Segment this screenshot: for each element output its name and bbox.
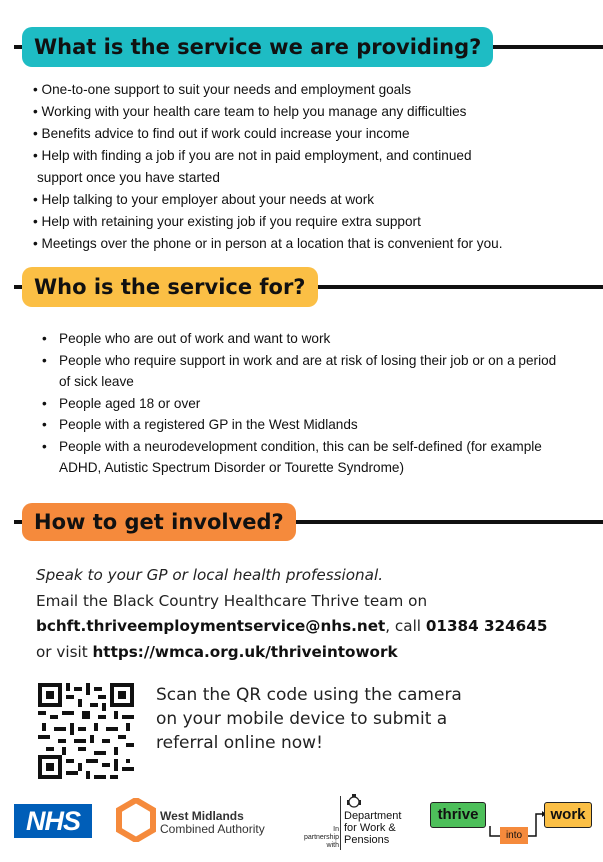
partner-logos <box>0 790 603 862</box>
list-item: • Working with your health care team to help you manage any difficulties <box>33 101 593 123</box>
service-for-list <box>42 328 562 479</box>
list-item: • Help talking to your employer about your needs at work <box>33 189 593 211</box>
dwp-partnership-2: partnership <box>303 834 339 841</box>
list-item-continuation: support once you have started <box>37 170 220 185</box>
email-intro: Email the Black Country Healthcare Thrive team on <box>36 591 428 610</box>
dwp-partnership-1: In <box>333 826 339 833</box>
dwp-logo-text <box>344 810 401 846</box>
work-logo-box: work <box>544 802 592 828</box>
list-item: • One-to-one support to suit your needs and employment goals <box>33 79 593 101</box>
visit-line <box>36 640 596 666</box>
list-item: • People who are out of work and want to work <box>42 328 562 350</box>
into-logo-box: into <box>500 827 528 844</box>
website-link[interactable]: https://wmca.org.uk/thriveintowork <box>92 642 398 661</box>
royal-crest-icon <box>346 794 362 808</box>
email-link[interactable]: bchft.thriveemploymentservice@nhs.net <box>36 617 386 635</box>
heading-providing: What is the service we are providing? <box>22 27 493 67</box>
heading-involved: How to get involved? <box>22 503 296 541</box>
phone-number[interactable]: 01384 324645 <box>425 617 548 635</box>
dwp-divider <box>340 796 341 850</box>
list-item: • People who require support in work and are at risk of losing their job or on a period of sick leave <box>42 350 562 393</box>
dwp-line1: Department <box>344 810 402 822</box>
list-item: • Meetings over the phone or in person at a location that is convenient for you. <box>33 233 593 255</box>
dwp-line3: Pensions <box>344 834 390 846</box>
dwp-line2: for Work & <box>344 822 396 834</box>
qr-code[interactable] <box>38 683 134 779</box>
list-item: • People with a registered GP in the West Midlands <box>42 414 562 436</box>
list-item: • People aged 18 or over <box>42 393 562 415</box>
wmca-logo-text <box>160 810 265 836</box>
call-prefix: , call <box>385 617 426 635</box>
list-item: • People with a neurodevelopment condition, this can be self-defined (for example ADHD, Autistic Spectrum Disorder or Tourette Syndrome) <box>42 436 562 479</box>
wmca-line2: Combined Authority <box>160 822 265 836</box>
involved-text <box>36 563 596 665</box>
dwp-partnership-text <box>303 826 339 850</box>
heading-service-for: Who is the service for? <box>22 267 318 307</box>
visit-prefix: or visit <box>36 642 93 661</box>
nhs-logo: NHS <box>14 804 92 838</box>
scan-instructions: Scan the QR code using the camera on your mobile device to submit a referral online now! <box>156 685 462 753</box>
list-item: • Benefits advice to find out if work could increase your income <box>33 123 593 145</box>
thrive-logo-box: thrive <box>430 802 486 828</box>
speak-text: Speak to your GP or local health professional. <box>36 566 384 584</box>
providing-list <box>33 79 593 255</box>
wmca-line1: West Midlands <box>160 809 244 823</box>
wmca-logo-icon <box>116 798 156 842</box>
list-item: • Help with retaining your existing job if you require extra support <box>33 211 593 233</box>
dwp-partnership-3: with <box>326 842 339 849</box>
list-item: • Help with finding a job if you are not in paid employment, and continued <box>33 145 593 167</box>
contact-line <box>36 614 596 640</box>
